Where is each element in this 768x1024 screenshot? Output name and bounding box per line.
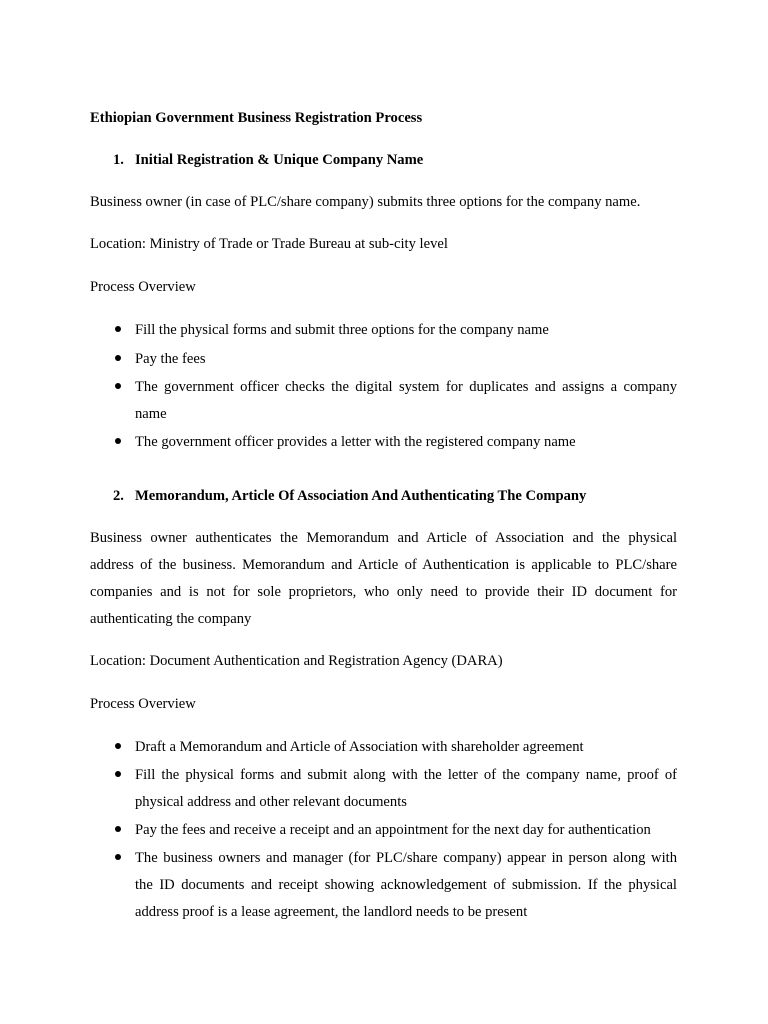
bullet-icon: [115, 849, 123, 857]
list-item-text: address proof is a lease agreement, the landlord needs to be present: [135, 904, 528, 920]
document-title: Ethiopian Government Business Registration Process: [90, 110, 423, 126]
list-item-text: name: [135, 406, 167, 422]
section-1-location: Location: Ministry of Trade or Trade Bureau at sub-city level: [90, 236, 448, 252]
list-item-text: The business owners and manager (for PLC/share company) appear in person along with: [135, 850, 677, 866]
bullet-icon: [115, 350, 123, 358]
bullet-icon: [115, 433, 123, 441]
bullet-icon: [115, 738, 123, 746]
list-item-text: the ID documents and receipt showing acknowledgement of submission. If the physical: [135, 877, 677, 893]
section-1-heading: Initial Registration & Unique Company Name: [135, 152, 424, 168]
section-2-location: Location: Document Authentication and Registration Agency (DARA): [90, 653, 503, 669]
section-2-overview-label: Process Overview: [90, 696, 196, 712]
list-item-text: The government officer checks the digital system for duplicates and assigns a company: [135, 379, 677, 395]
list-item-text: physical address and other relevant documents: [135, 794, 407, 810]
section-2-number: 2.: [113, 488, 124, 504]
list-item-text: The government officer provides a letter with the registered company name: [135, 434, 576, 450]
list-item-text: Fill the physical forms and submit three options for the company name: [135, 322, 549, 338]
list-item-text: Fill the physical forms and submit along with the letter of the company name, proof of: [135, 767, 677, 783]
list-item-text: Draft a Memorandum and Article of Association with shareholder agreement: [135, 739, 584, 755]
paragraph-line: Business owner authenticates the Memorandum and Article of Association and the physical: [90, 530, 677, 546]
section-2-heading: Memorandum, Article Of Association And Authenticating The Company: [135, 488, 587, 504]
section-1-number: 1.: [113, 152, 124, 168]
paragraph-line: authenticating the company: [90, 611, 252, 627]
bullet-icon: [115, 321, 123, 329]
list-item-text: Pay the fees and receive a receipt and an appointment for the next day for authentication: [135, 822, 651, 838]
bullet-icon: [115, 821, 123, 829]
paragraph-line: address of the business. Memorandum and Article of Authentication is applicable to PLC/share: [90, 557, 677, 573]
list-item-text: Pay the fees: [135, 351, 206, 367]
paragraph-line: companies and is not for sole proprietors, who only need to provide their ID document for: [90, 584, 677, 600]
bullet-icon: [115, 378, 123, 386]
bullet-icon: [115, 766, 123, 774]
section-1-overview-label: Process Overview: [90, 279, 196, 295]
section-1-intro: Business owner (in case of PLC/share company) submits three options for the company name.: [90, 194, 641, 210]
